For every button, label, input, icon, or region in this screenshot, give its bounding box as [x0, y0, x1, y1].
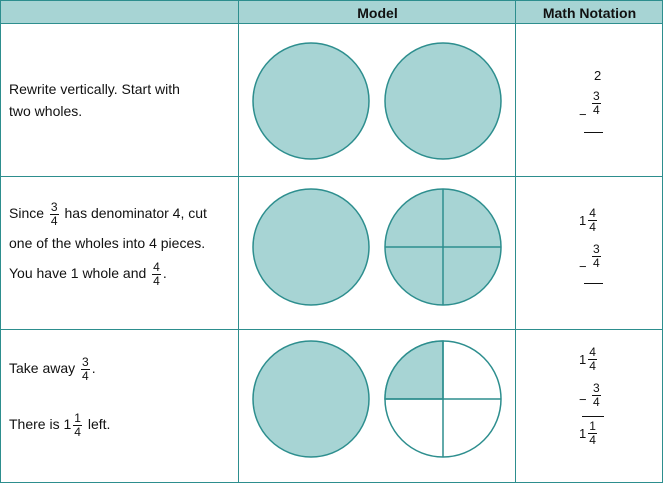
subtraction-bar	[584, 283, 603, 284]
inline-fraction	[50, 201, 59, 228]
notation-minus: −	[579, 107, 587, 122]
desc-text: You have 1 whole and	[9, 265, 147, 282]
fraction-denominator: 4	[593, 103, 600, 117]
mixed-fraction	[588, 207, 597, 234]
row2-description	[0, 177, 239, 329]
fraction-denominator: 4	[589, 359, 596, 373]
desc-text: Since	[9, 205, 45, 222]
row3-model	[239, 330, 516, 482]
mixed-fraction	[588, 346, 597, 373]
fraction-numerator: 4	[153, 260, 160, 274]
fraction-denominator: 4	[74, 425, 81, 439]
header-description	[0, 1, 239, 24]
fraction-numerator: 4	[589, 206, 596, 220]
fraction-denominator: 4	[82, 369, 89, 383]
fraction-numerator: 1	[589, 419, 596, 433]
desc-text: .	[162, 265, 167, 282]
desc-text: left.	[87, 416, 111, 433]
row3-desc-line2	[9, 412, 110, 439]
inline-fraction	[152, 261, 161, 288]
whole-circle	[385, 43, 501, 159]
table-row	[0, 177, 663, 329]
notation-whole: 2	[594, 68, 602, 83]
row2-desc-line3	[9, 261, 167, 288]
mixed-whole: 1	[579, 426, 587, 441]
inline-fraction	[73, 412, 82, 439]
row1-model	[239, 24, 516, 176]
whole-circle	[253, 43, 369, 159]
fraction-denominator: 4	[593, 256, 600, 270]
row2-desc-line1	[9, 201, 207, 228]
row3-description	[0, 330, 239, 482]
row2-desc-line2: one of the wholes into 4 pieces.	[9, 235, 206, 251]
fraction-numerator: 3	[82, 355, 89, 369]
row3-model-svg	[239, 330, 516, 482]
notation-fraction	[592, 243, 601, 270]
subtraction-bar	[584, 132, 603, 133]
notation-minus: −	[579, 259, 587, 274]
header-math-notation: Math Notation	[542, 4, 637, 21]
whole-circle	[253, 341, 369, 457]
row3-desc-line1	[9, 356, 96, 383]
fraction-denominator: 4	[50, 214, 58, 228]
row2-notation	[516, 177, 663, 329]
fraction-numerator: 3	[593, 242, 600, 256]
inline-fraction	[81, 356, 90, 383]
fraction-numerator: 3	[593, 381, 600, 395]
row2-model	[239, 177, 516, 329]
row2-model-svg	[239, 177, 516, 329]
row1-desc-line1: Rewrite vertically. Start with	[9, 81, 180, 97]
table-row	[0, 330, 663, 482]
row3-notation	[516, 330, 663, 482]
fraction-numerator: 4	[589, 345, 596, 359]
notation-minus: −	[579, 392, 587, 407]
mixed-fraction	[588, 420, 597, 447]
header-row	[0, 0, 663, 24]
row1-description	[0, 24, 239, 176]
mixed-whole: 1	[579, 352, 587, 367]
notation-mixed-number	[579, 346, 599, 373]
remaining-quarter	[385, 341, 443, 399]
notation-mixed-number	[579, 207, 599, 234]
fraction-denominator: 4	[593, 395, 600, 409]
mixed-whole: 1	[579, 213, 587, 228]
whole-circle	[253, 189, 369, 305]
desc-text: .	[91, 360, 96, 377]
subtraction-bar	[582, 416, 604, 417]
fraction-numerator: 3	[593, 89, 600, 103]
desc-text: has denominator 4, cut	[64, 205, 207, 222]
notation-result	[579, 420, 599, 447]
fraction-denominator: 4	[153, 274, 160, 288]
desc-text: Take away	[9, 360, 76, 377]
row1-notation	[516, 24, 663, 176]
notation-fraction	[592, 382, 601, 409]
notation-fraction	[592, 90, 601, 117]
header-model: Model	[357, 4, 398, 21]
row1-model-svg	[239, 24, 516, 176]
fraction-numerator: 3	[50, 200, 58, 214]
desc-text: There is 1	[9, 416, 72, 433]
fraction-numerator: 1	[74, 411, 81, 425]
row1-desc-line2: two wholes.	[9, 103, 83, 119]
fraction-denominator: 4	[589, 433, 596, 447]
fraction-denominator: 4	[589, 220, 596, 234]
table-row	[0, 24, 663, 176]
